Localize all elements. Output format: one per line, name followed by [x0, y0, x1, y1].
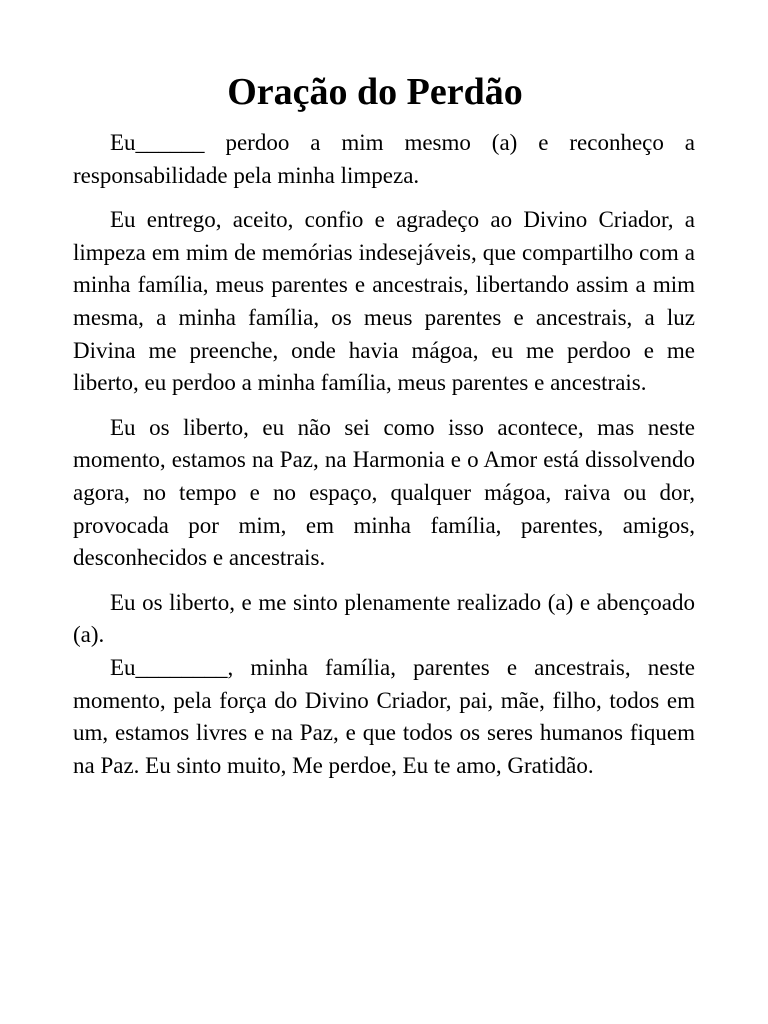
paragraph-3: Eu os liberto, eu não sei como isso acontece, mas neste momento, estamos na Paz, na Harmonia e o Amor está dissolvendo agora, no tempo e no espaço, qualquer mágoa, raiva ou dor, provocada por mim, em minha família, parentes, amigos, desconhecidos e ancestrais.	[73, 414, 695, 571]
paragraph-4: Eu os liberto, e me sinto plenamente realizado (a) e abençoado (a).	[73, 589, 695, 648]
paragraph-2: Eu entrego, aceito, confio e agradeço ao Divino Criador, a limpeza em mim de memórias indesejáveis, que compartilho com a minha família, meus parentes e ancestrais, libertando assim a mim mesma, a minha família, os meus parentes e ancestrais, a luz Divina me preenche, onde havia mágoa, eu me perdoo e me liberto, eu perdoo a minha família, meus parentes e ancestrais.	[73, 207, 695, 396]
paragraph-1: Eu______ perdoo a mim mesmo (a) e reconheço a responsabilidade pela minha limpeza.	[73, 130, 695, 188]
page-title: Oração do Perdão	[227, 71, 523, 113]
paragraph-5: Eu________, minha família, parentes e ancestrais, neste momento, pela força do Divino Criador, pai, mãe, filho, todos em um, estamos livres e na Paz, e que todos os seres humanos fiquem na Paz. Eu sinto muito, Me perdoe, Eu te amo, Gratidão.	[73, 654, 695, 778]
prayer-body	[73, 127, 695, 782]
